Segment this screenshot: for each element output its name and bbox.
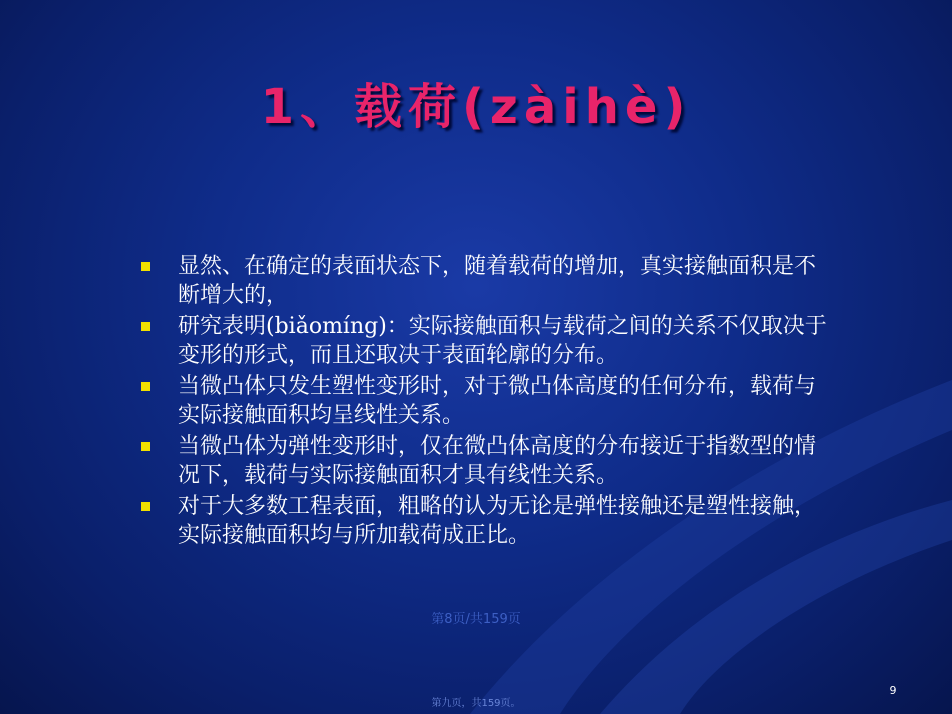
square-bullet-icon — [141, 322, 150, 331]
bullet-item — [138, 492, 828, 550]
bullet-text: 显然、在确定的表面状态下，随着载荷的增加，真实接触面积是不断增大的， — [178, 254, 817, 308]
bullet-text: 研究表明(biǎomíng)：实际接触面积与载荷之间的关系不仅取决于变形的形式，而且还取决于表面轮廓的分布。 — [178, 314, 827, 368]
square-bullet-icon — [141, 262, 150, 271]
slide-title: 1、载荷(zàihè) — [260, 79, 692, 135]
bullet-text: 当微凸体只发生塑性变形时，对于微凸体高度的任何分布，载荷与实际接触面积均呈线性关系。 — [178, 374, 817, 428]
bullet-text: 当微凸体为弹性变形时，仅在微凸体高度的分布接近于指数型的情况下，载荷与实际接触面积才具有线性关系。 — [178, 434, 817, 488]
bullet-item — [138, 372, 828, 430]
bullet-item — [138, 432, 828, 490]
bullet-item — [138, 252, 828, 310]
bullet-item — [138, 312, 828, 370]
page-label: 第8页/共159页 — [431, 612, 521, 627]
square-bullet-icon — [141, 442, 150, 451]
square-bullet-icon — [141, 502, 150, 511]
slide-number: 9 — [889, 684, 897, 697]
page-footer: 第九页，共159页。 — [431, 698, 521, 709]
bullet-text: 对于大多数工程表面，粗略的认为无论是弹性接触还是塑性接触，实际接触面积均与所加载荷成正比。 — [178, 494, 817, 548]
bullet-list — [138, 252, 828, 552]
square-bullet-icon — [141, 382, 150, 391]
